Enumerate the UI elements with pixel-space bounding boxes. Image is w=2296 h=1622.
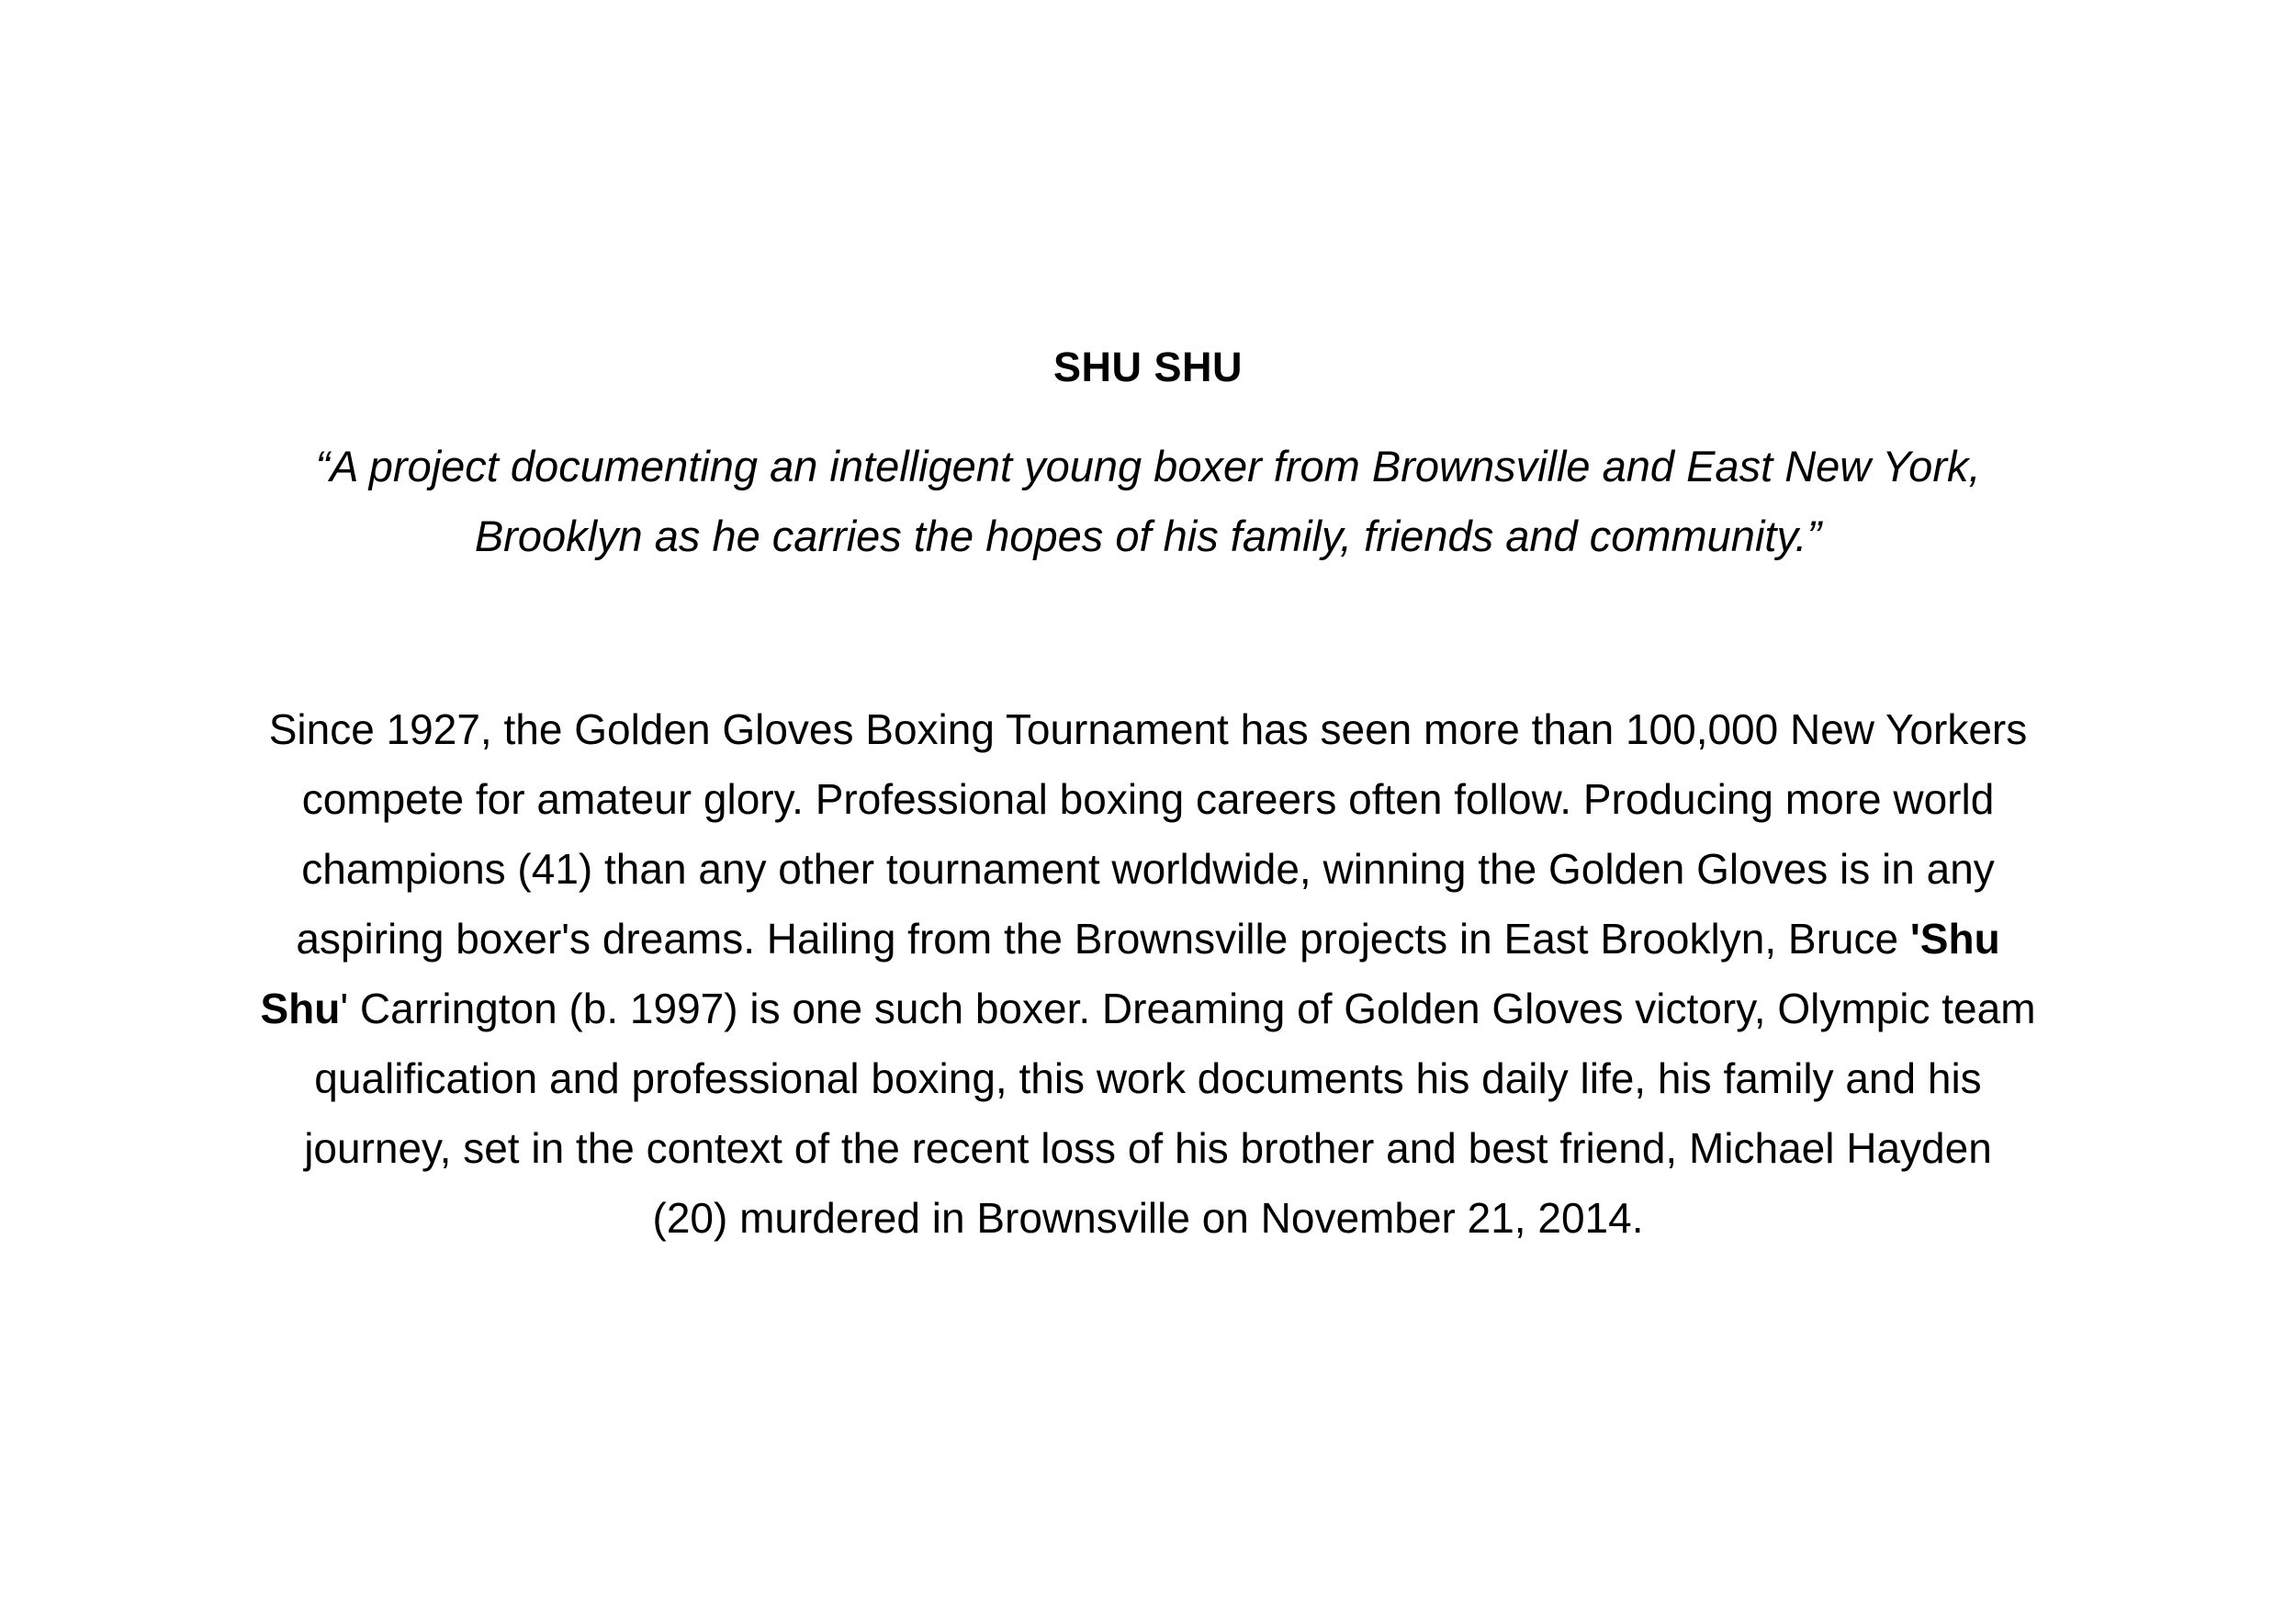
- nickname-bold-part-2: Shu: [260, 985, 341, 1032]
- body-line-4: [138, 904, 2158, 974]
- body-line-5-text: ' Carrington (b. 1997) is one such boxer. Dreaming of Golden Gloves victory, Olympic team: [340, 985, 2036, 1032]
- body-line-6: qualification and professional boxing, this work documents his daily life, his family and his: [314, 1054, 1982, 1102]
- body-line-7: journey, set in the context of the recent loss of his brother and best friend, Michael Hayden: [304, 1124, 1992, 1172]
- body-line-4-text: aspiring boxer's dreams. Hailing from the Brownsville projects in East Brooklyn, Bruce: [296, 915, 1910, 963]
- tagline-line-1: “A project documenting an intelligent young boxer from Brownsville and East New York,: [315, 442, 1981, 490]
- body-line-8: (20) murdered in Brownsville on November 21, 2014.: [652, 1194, 1644, 1242]
- body-line-1: Since 1927, the Golden Gloves Boxing Tournament has seen more than 100,000 New Yorkers: [268, 705, 2028, 753]
- document-title: SHU SHU: [1052, 344, 1244, 390]
- body-paragraph: [138, 694, 2158, 1253]
- body-line-3: champions (41) than any other tournament worldwide, winning the Golden Gloves is in any: [301, 845, 1995, 893]
- project-tagline: [230, 432, 2066, 571]
- tagline-line-2: Brooklyn as he carries the hopes of his family, friends and community.”: [474, 512, 1822, 560]
- body-line-5: [138, 974, 2158, 1043]
- body-line-2: compete for amateur glory. Professional boxing careers often follow. Producing more world: [301, 775, 1995, 823]
- nickname-bold-part-1: 'Shu: [1909, 915, 2000, 963]
